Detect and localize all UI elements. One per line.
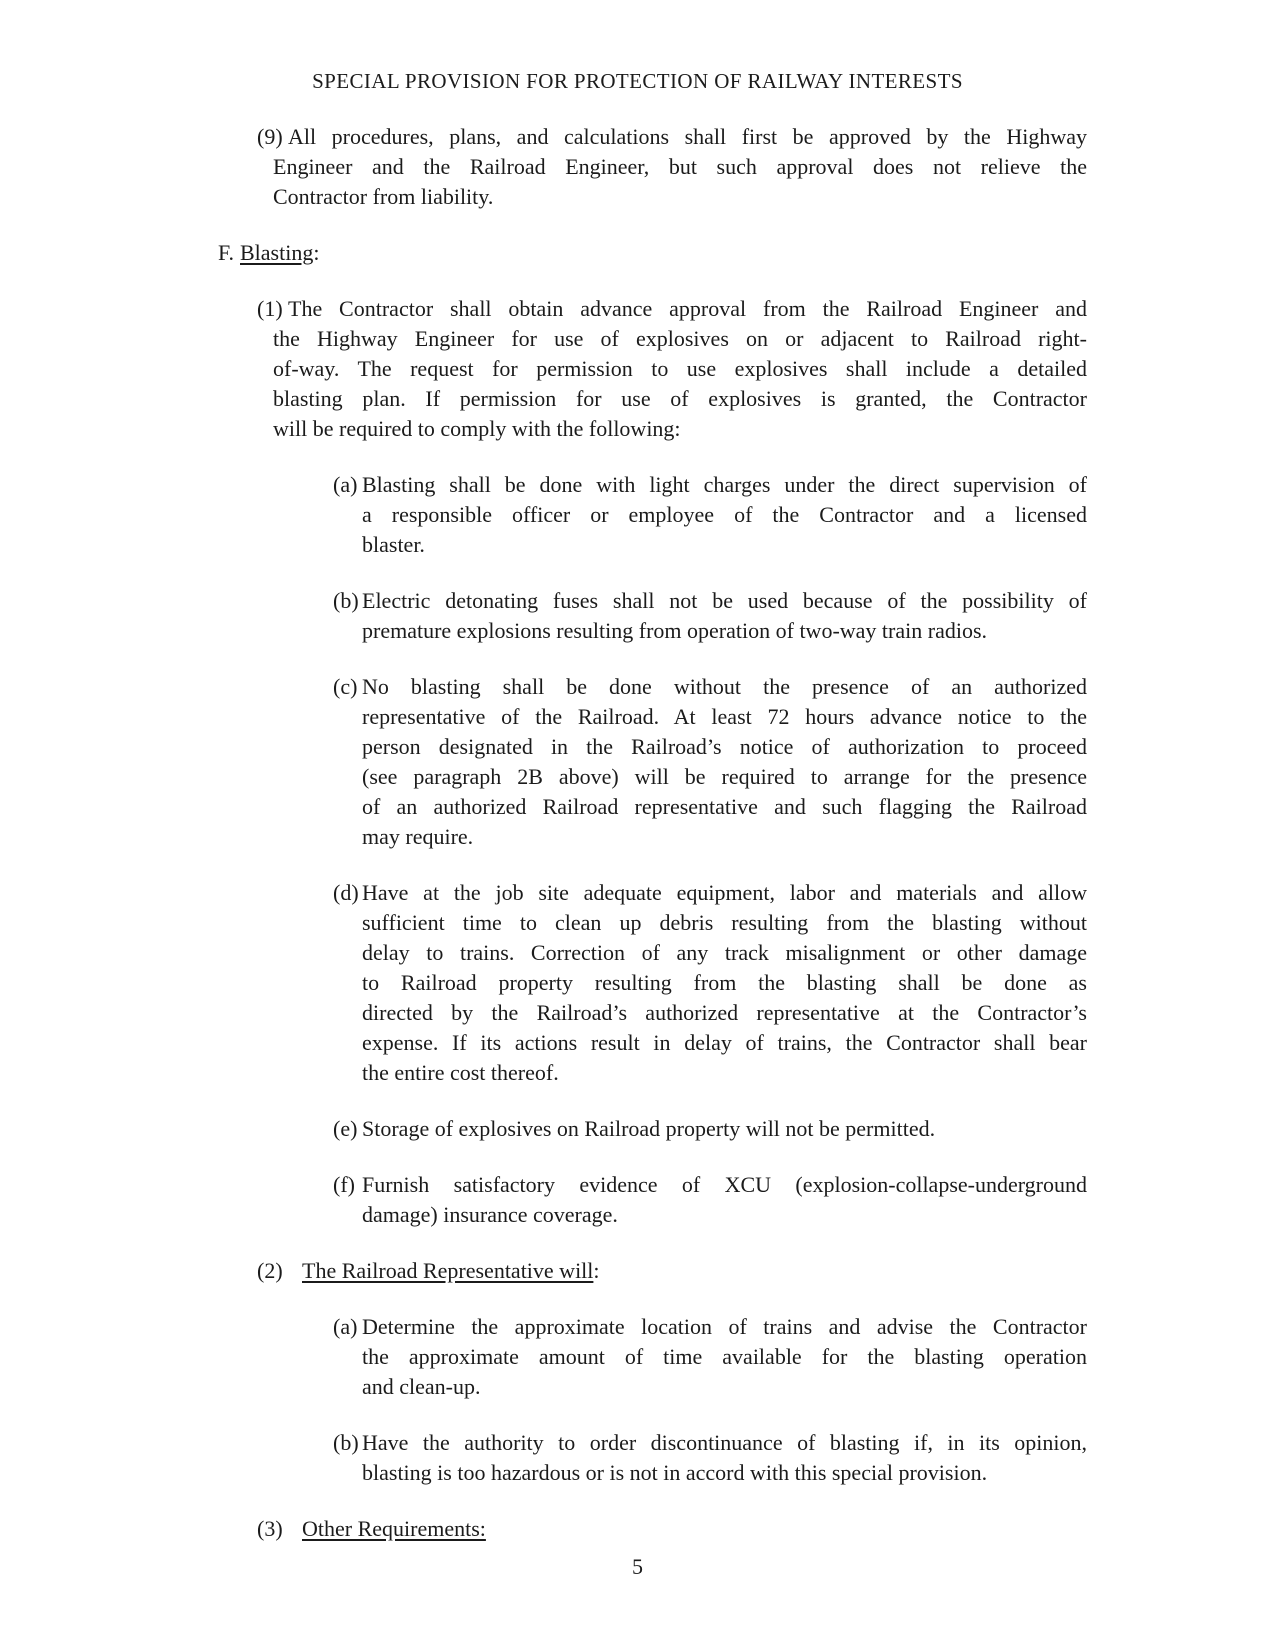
item-9-number: (9) <box>257 124 283 149</box>
section-f-heading <box>218 238 1087 268</box>
item-f1b-letter: (b) <box>333 588 359 613</box>
item-f1a-text <box>362 470 1087 560</box>
item-9-text <box>273 122 1087 212</box>
text-line: Furnish satisfactory evidence of XCU (explosion-collapse-underground <box>362 1172 1087 1197</box>
item-f1c-text <box>362 672 1087 852</box>
item-f3-title: Other Requirements: <box>302 1516 486 1541</box>
item-f1f <box>333 1170 1087 1230</box>
text-line: Contractor from liability. <box>273 184 494 209</box>
text-line: No blasting shall be done without the presence of an authorized <box>362 674 1087 699</box>
item-f1e-letter: (e) <box>333 1116 358 1141</box>
item-f1e-text <box>362 1114 1087 1144</box>
text-line: premature explosions resulting from operation of two-way train radios. <box>362 618 988 643</box>
text-line: person designated in the Railroad’s notice of authorization to proceed <box>362 734 1087 759</box>
text-line: delay to trains. Correction of any track misalignment or other damage <box>362 940 1087 965</box>
text-line: and clean-up. <box>362 1374 481 1399</box>
text-line: blasting is too hazardous or is not in accord with this special provision. <box>362 1460 988 1485</box>
text-line: the entire cost thereof. <box>362 1060 559 1085</box>
item-f2a-letter: (a) <box>333 1314 358 1339</box>
item-f1a-letter: (a) <box>333 472 358 497</box>
item-f1f-text <box>362 1170 1087 1230</box>
text-line: a responsible officer or employee of the Contractor and a licensed <box>362 502 1087 527</box>
item-f1-number: (1) <box>257 296 283 321</box>
item-f3-number: (3) <box>257 1516 283 1541</box>
text-line: representative of the Railroad. At least 72 hours advance notice to the <box>362 704 1087 729</box>
text-line: Have the authority to order discontinuance of blasting if, in its opinion, <box>362 1430 1087 1455</box>
text-line: Blasting shall be done with light charges under the direct supervision of <box>362 472 1087 497</box>
text-line: The Contractor shall obtain advance approval from the Railroad Engineer and <box>288 296 1087 321</box>
text-line: Have at the job site adequate equipment, labor and materials and allow <box>362 880 1087 905</box>
item-f2a-text <box>362 1312 1087 1402</box>
item-f1b <box>333 586 1087 646</box>
item-f1 <box>257 294 1087 444</box>
item-f2-heading <box>257 1256 1087 1286</box>
item-f1c-letter: (c) <box>333 674 358 699</box>
text-line: of-way. The request for permission to use explosives shall include a detailed <box>273 356 1087 381</box>
item-f2a <box>333 1312 1087 1402</box>
text-line: of an authorized Railroad representative and such flagging the Railroad <box>362 794 1087 819</box>
page-title: SPECIAL PROVISION FOR PROTECTION OF RAILWAY INTERESTS <box>312 69 963 93</box>
item-f1f-letter: (f) <box>333 1172 355 1197</box>
text-line: expense. If its actions result in delay of trains, the Contractor shall bear <box>362 1030 1087 1055</box>
text-line: may require. <box>362 824 474 849</box>
text-line: to Railroad property resulting from the blasting shall be done as <box>362 970 1087 995</box>
section-f-letter: F. <box>218 240 234 265</box>
section-f-title: Blasting: <box>240 240 320 265</box>
text-line: directed by the Railroad’s authorized representative at the Contractor’s <box>362 1000 1087 1025</box>
item-f2-number: (2) <box>257 1258 283 1283</box>
item-f3-heading <box>257 1514 1087 1544</box>
item-f1b-text <box>362 586 1087 646</box>
text-line: Engineer and the Railroad Engineer, but such approval does not relieve the <box>273 154 1087 179</box>
text-line: sufficient time to clean up debris resulting from the blasting without <box>362 910 1087 935</box>
item-f2b-letter: (b) <box>333 1430 359 1455</box>
item-f1d-text <box>362 878 1087 1088</box>
text-line: blasting plan. If permission for use of explosives is granted, the Contractor <box>273 386 1087 411</box>
text-line: Determine the approximate location of trains and advise the Contractor <box>362 1314 1087 1339</box>
item-f2-title: The Railroad Representative will: <box>302 1258 600 1283</box>
text-line: the Highway Engineer for use of explosives on or adjacent to Railroad right- <box>273 326 1087 351</box>
item-f1-text <box>273 294 1087 444</box>
item-f2b-text <box>362 1428 1087 1488</box>
text-line: (see paragraph 2B above) will be required to arrange for the presence <box>362 764 1087 789</box>
text-line: will be required to comply with the following: <box>273 416 681 441</box>
text-line: Storage of explosives on Railroad property will not be permitted. <box>362 1116 936 1141</box>
item-f1a <box>333 470 1087 560</box>
text-line: blaster. <box>362 532 425 557</box>
text-line: Electric detonating fuses shall not be used because of the possibility of <box>362 588 1087 613</box>
text-line: damage) insurance coverage. <box>362 1202 618 1227</box>
item-f1c <box>333 672 1087 852</box>
item-f1d <box>333 878 1087 1088</box>
text-line: All procedures, plans, and calculations shall first be approved by the Highway <box>288 124 1087 149</box>
page-number: 5 <box>632 1554 643 1579</box>
item-f1d-letter: (d) <box>333 880 359 905</box>
text-line: the approximate amount of time available for the blasting operation <box>362 1344 1087 1369</box>
item-9 <box>257 122 1087 212</box>
item-f2b <box>333 1428 1087 1488</box>
item-f1e <box>333 1114 1087 1144</box>
